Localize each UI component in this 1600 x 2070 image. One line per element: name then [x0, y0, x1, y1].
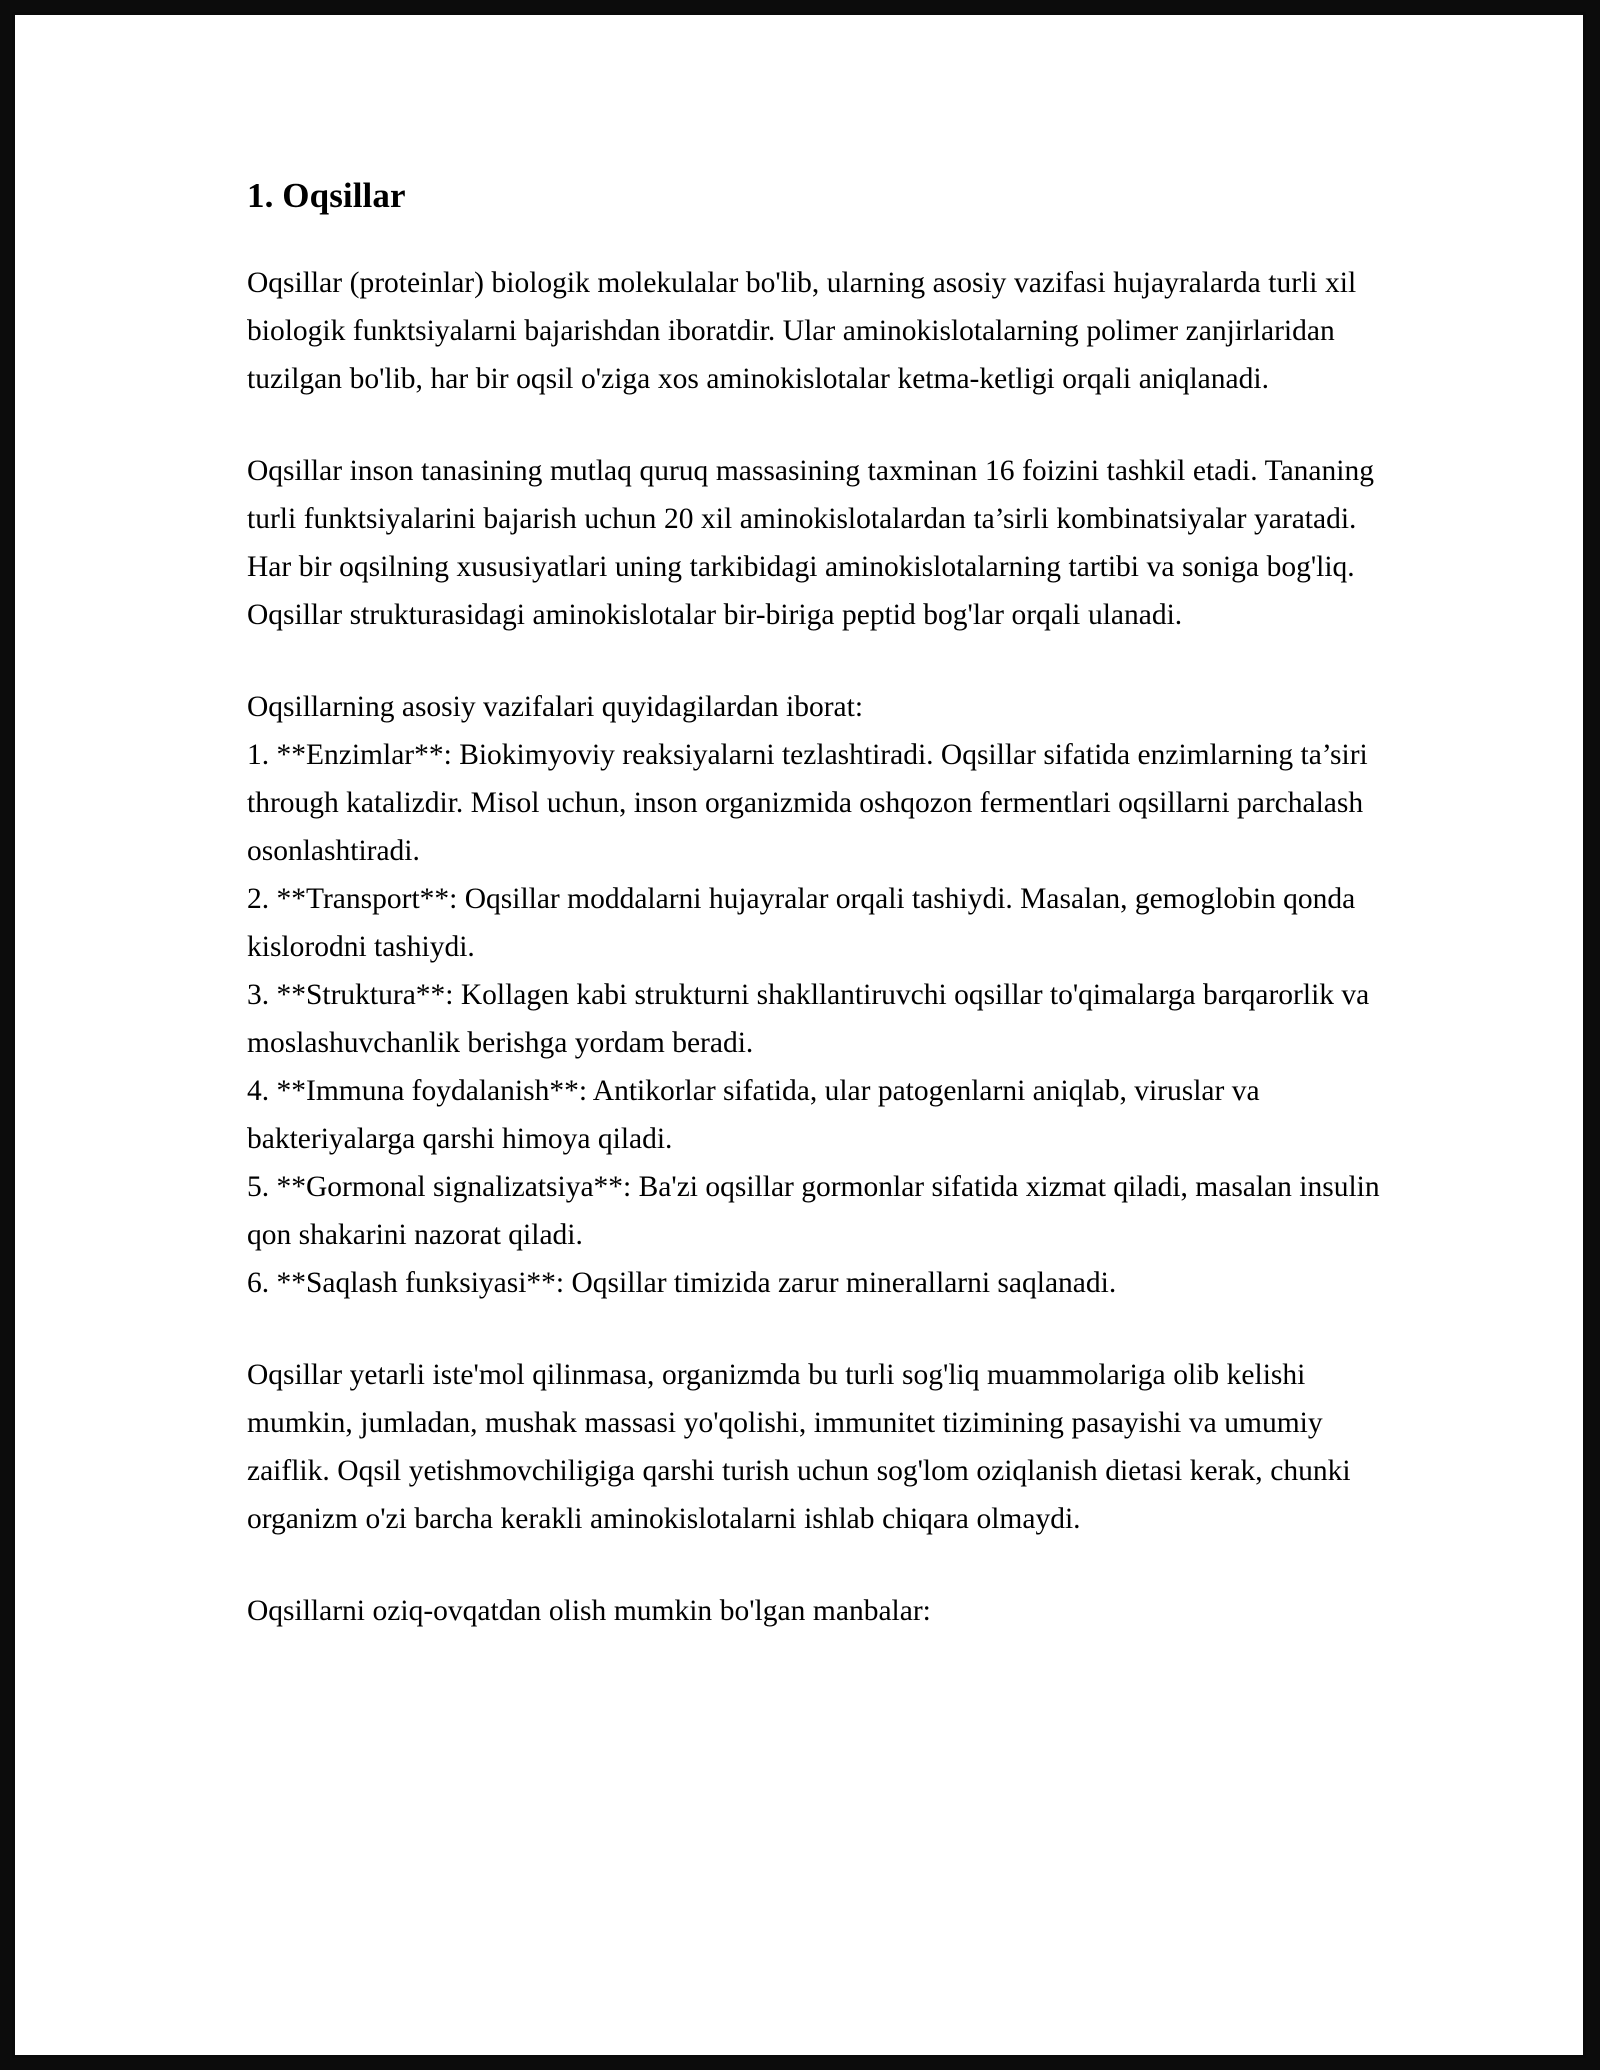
document-content-area [15, 15, 1583, 2055]
closing-paragraph-1: Oqsillar yetarli iste'mol qilinmasa, organizmda bu turli sog'liq muammolariga olib kelishi mumkin, jumladan, mushak massasi yo'qolishi, immunitet tizimining pasayishi va umumiy zaiflik. Oqsil yetishmovchiligiga qarshi turish uchun sog'lom oziqlanish dietasi kerak, chunki organizm o'zi barcha kerakli aminokislotalarni ishlab chiqara olmaydi. [247, 1359, 1351, 1535]
closing-paragraph-2: Oqsillarni oziq-ovqatdan olish mumkin bo'lgan manbalar: [247, 1595, 931, 1627]
document-page [12, 12, 1586, 2058]
list-item: 2. **Transport**: Oqsillar moddalarni hujayralar orqali tashiydi. Masalan, gemoglobin qonda kislorodni tashiydi. [247, 883, 1356, 963]
list-item: 1. **Enzimlar**: Biokimyoviy reaksiyalarni tezlashtiradi. Oqsillar sifatida enzimlarning ta’siri through katalizdir. Misol uchun, inson organizmida oshqozon fermentlari oqsillarni parchalash osonlashtiradi. [247, 739, 1368, 867]
list-item: 6. **Saqlash funksiyasi**: Oqsillar timizida zarur minerallarni saqlanadi. [247, 1267, 1117, 1299]
list-item: 4. **Immuna foydalanish**: Antikorlar sifatida, ular patogenlarni aniqlab, viruslar va bakteriyalarga qarshi himoya qiladi. [247, 1075, 1260, 1155]
intro-paragraph-1: Oqsillar (proteinlar) biologik molekulalar bo'lib, ularning asosiy vazifasi hujayralarda turli xil biologik funktsiyalarni bajarishdan iboratdir. Ular aminokislotalarning polimer zanjirlaridan tuzilgan bo'lib, har bir oqsil o'ziga xos aminokislotalar ketma-ketligi orqali aniqlanadi. [247, 267, 1357, 395]
list-item: 3. **Struktura**: Kollagen kabi strukturni shakllantiruvchi oqsillar to'qimalarga barqarorlik va moslashuvchanlik berishga yordam beradi. [247, 979, 1370, 1059]
list-item: 5. **Gormonal signalizatsiya**: Ba'zi oqsillar gormonlar sifatida xizmat qiladi, masalan insulin qon shakarini nazorat qiladi. [247, 1171, 1380, 1251]
intro-paragraph-2: Oqsillar inson tanasining mutlaq quruq massasining taxminan 16 foizini tashkil etadi. Tananing turli funktsiyalarini bajarish uchun 20 xil aminokislotalardan ta’sirli kombinatsiyalar yaratadi. Har bir oqsilning xususiyatlari uning tarkibidagi aminokislotalarning tartibi va soniga bog'liq. Oqsillar strukturasidagi aminokislotalar bir-biriga peptid bog'lar orqali ulanadi. [247, 455, 1374, 631]
page-title: 1. Oqsillar [247, 176, 406, 215]
list-intro-text: Oqsillarning asosiy vazifalari quyidagilardan iborat: [247, 691, 864, 723]
functions-list-block [247, 683, 1393, 1307]
